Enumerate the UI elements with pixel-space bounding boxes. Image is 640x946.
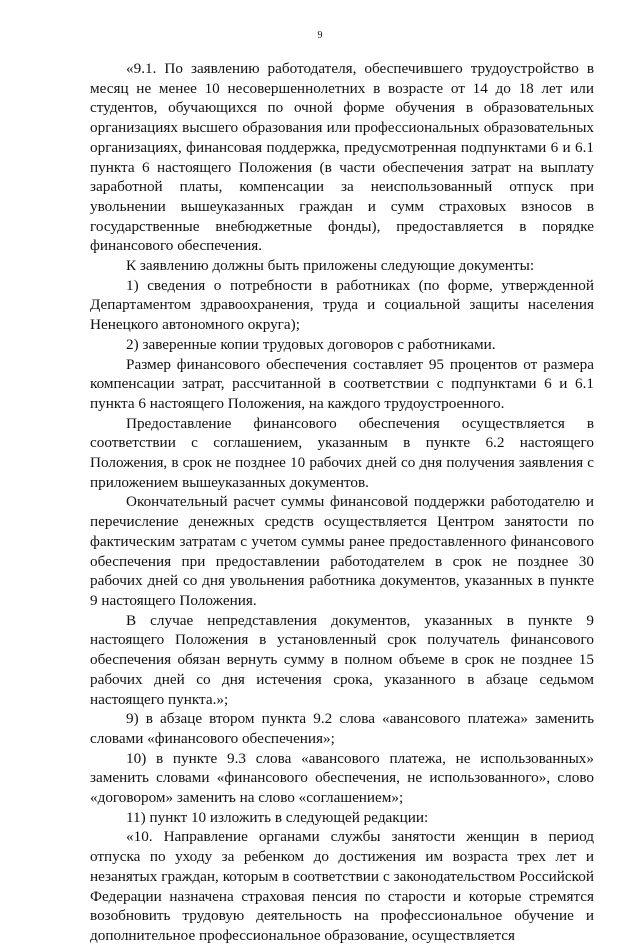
- paragraph-amendment-11: 11) пункт 10 изложить в следующей редакции:: [126, 808, 429, 826]
- paragraph-amendment-9: 9) в абзаце втором пункта 9.2 слова «авансового платежа» заменить словами «финансового обеспечения»;: [90, 710, 594, 747]
- document-body: [90, 59, 594, 946]
- paragraph-financing-amount: Размер финансового обеспечения составляет 95 процентов от размера компенсации затрат, рассчитанной в соответствии с подпунктами 6 и 6.1 пункта 6 настоящего Положения, на каждого трудоустроенного.: [90, 355, 594, 412]
- paragraph-item-1: 1) сведения о потребности в работниках (по форме, утвержденной Департаментом здравоохранения, труда и социальной защиты населения Ненецкого автономного округа);: [90, 276, 594, 334]
- page-number: 9: [317, 30, 323, 41]
- paragraph-9-1: «9.1. По заявлению работодателя, обеспечившего трудоустройство в месяц не менее 10 несовершеннолетних в возрасте от 14 до 18 лет или студентов, обучающихся по очной форме обучения в образовательных организациях высшего образования или профессиональных образовательных организациях, финансовая поддержка, предусмотренная подпунктами 6 и 6.1 пункта 6 настоящего Положения (в части обеспечения затрат на выплату заработной платы, компенсации за неиспользованный отпуск при увольнении вышеуказанных граждан и сумм страховых взносов в государственные внебюджетные фонды), предоставляется в порядке финансового обеспечения.: [90, 60, 594, 255]
- paragraph-non-submission: В случае непредставления документов, указанных в пункте 9 настоящего Положения в установленный срок получатель финансового обеспечения обязан вернуть сумму в полном объеме в срок не позднее 15 рабочих дней со дня истечения срока, указанного в абзаце седьмом настоящего пункта.»;: [90, 611, 594, 708]
- paragraph-financing-provision: Предоставление финансового обеспечения осуществляется в соответствии с соглашением, указанным в пункте 6.2 настоящего Положения, в срок не позднее 10 рабочих дней со дня получения заявления с приложением вышеуказанных документов.: [90, 414, 594, 491]
- paragraph-point-10: «10. Направление органами службы занятости женщин в период отпуска по уходу за ребенком до достижения им возраста трех лет и незанятых граждан, которым в соответствии с законодательством Российской Федерации назначена страховая пенсия по старости и которые стремятся возобновить трудовую деятельность на профессиональное обучение и дополнительное профессиональное образование, осуществляется: [90, 828, 594, 944]
- paragraph-final-calculation: Окончательный расчет суммы финансовой поддержки работодателю и перечисление денежных средств осуществляется Центром занятости по фактическим затратам с учетом суммы ранее предоставленного финансового обеспечения при предоставлении работодателем в срок не позднее 30 рабочих дней со дня увольнения работника документов, указанных в пункте 9 настоящего Положения.: [90, 493, 594, 609]
- paragraph-amendment-10: 10) в пункте 9.3 слова «авансового платежа, не использованных» заменить словами «финансового обеспечения, не использованного», слово «договором» заменить на слово «соглашением»;: [90, 749, 594, 807]
- paragraph-documents-intro: К заявлению должны быть приложены следующие документы:: [126, 257, 535, 275]
- paragraph-item-2: 2) заверенные копии трудовых договоров с работниками.: [126, 335, 496, 353]
